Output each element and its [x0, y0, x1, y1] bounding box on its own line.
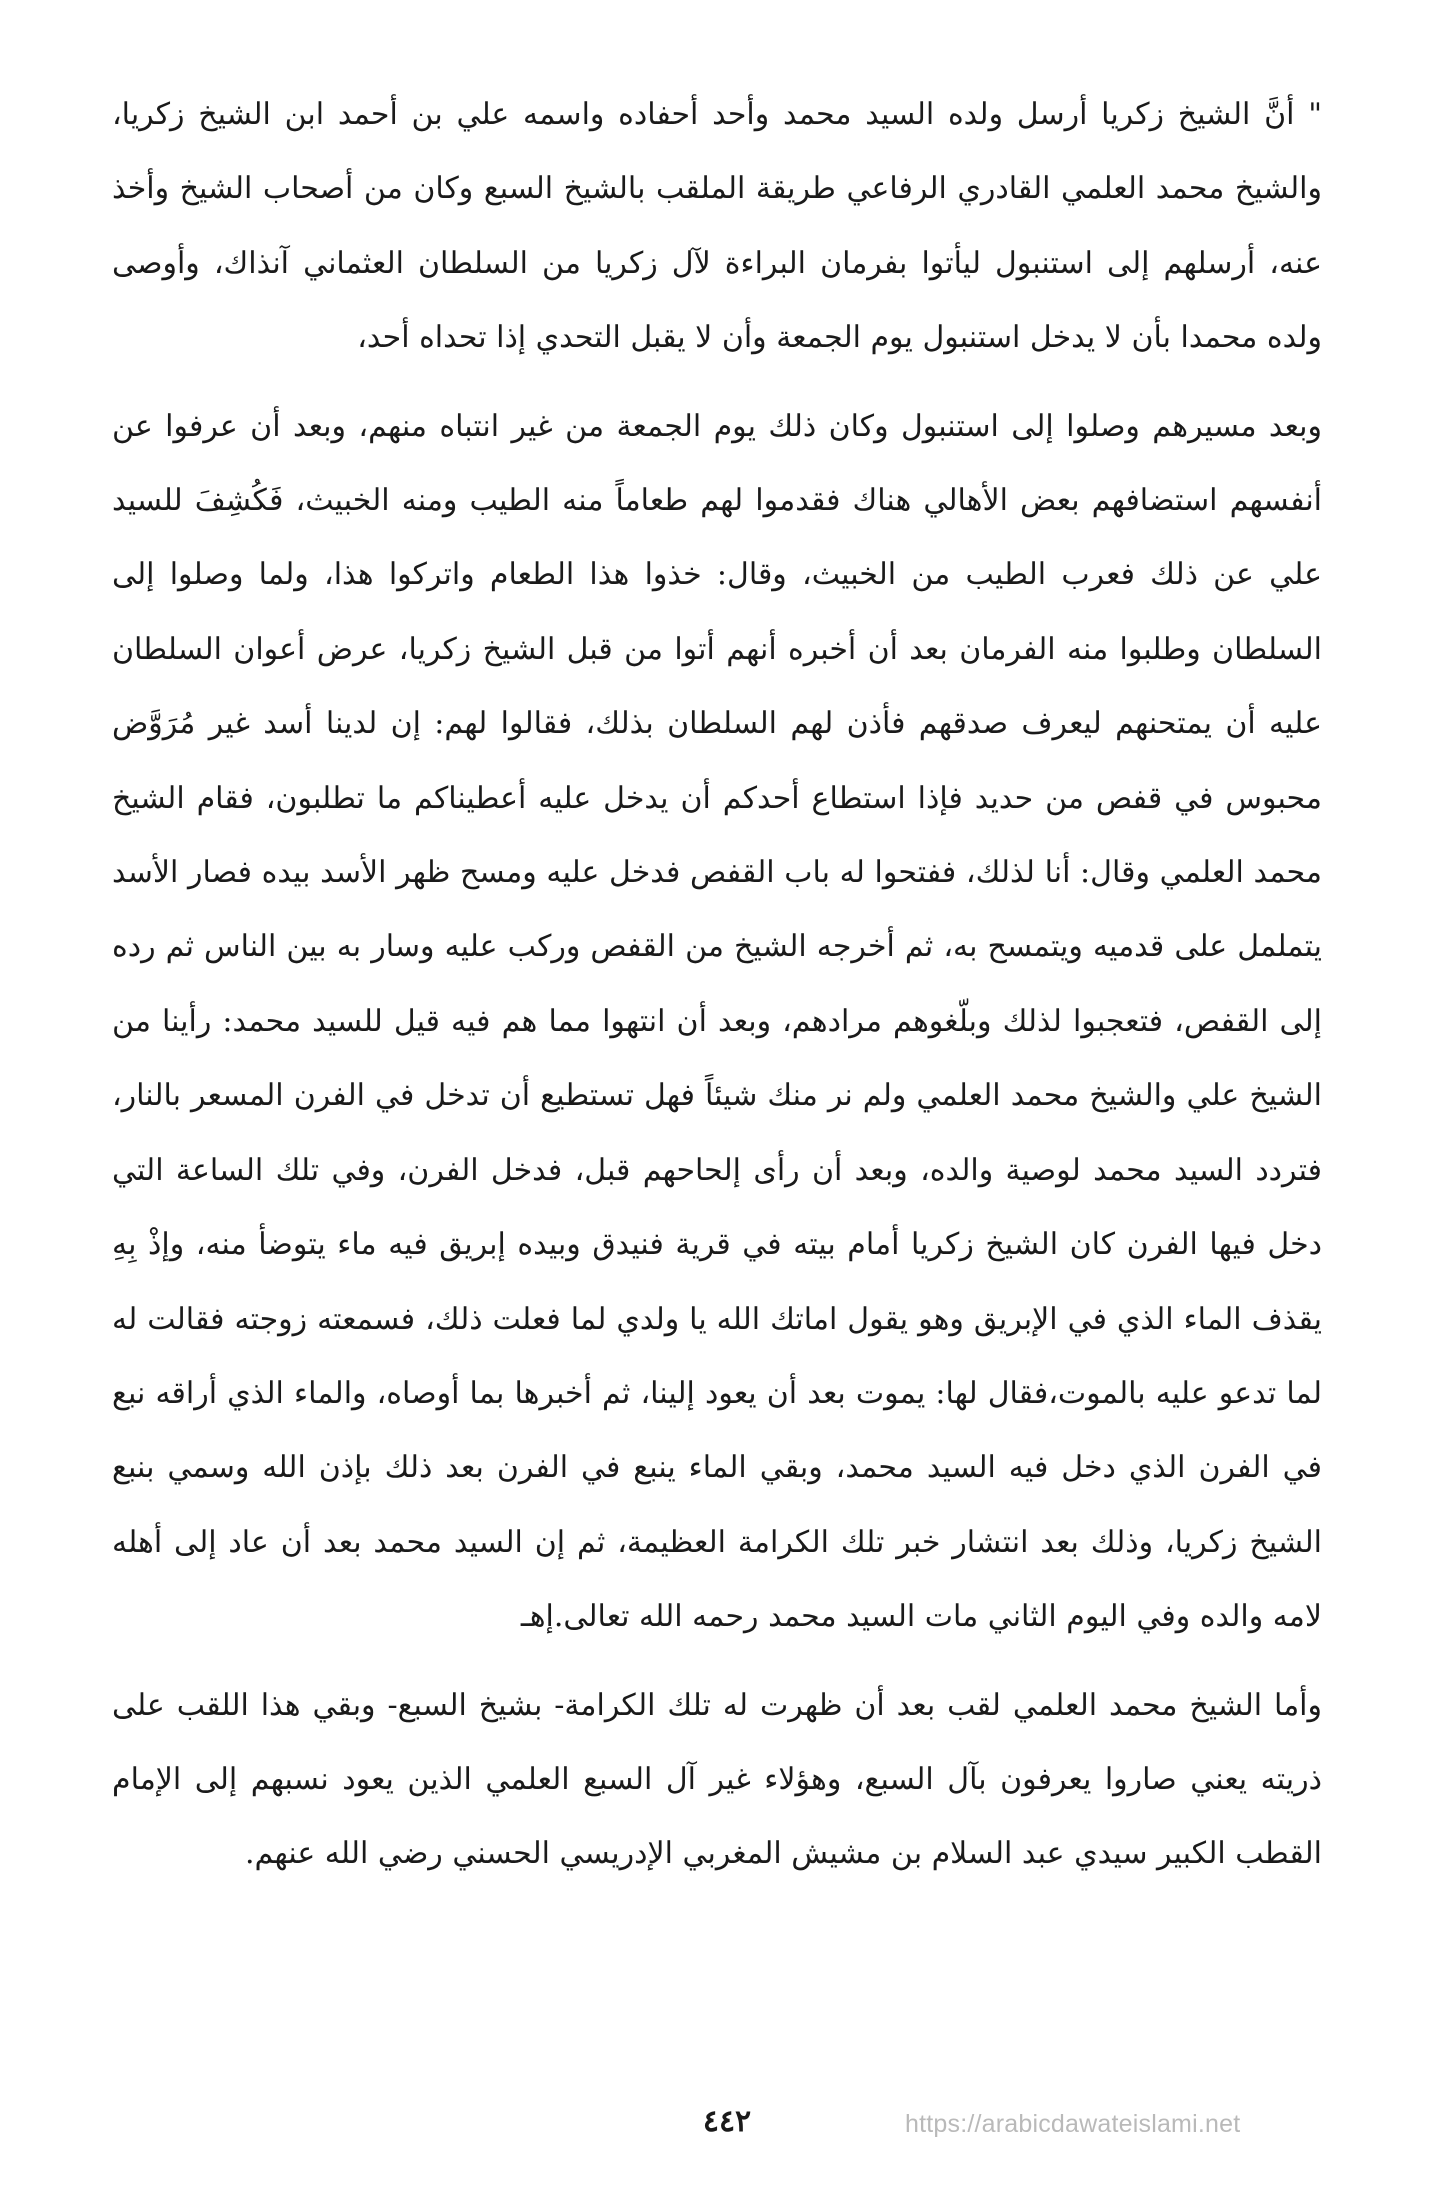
- paragraph-1: " أنَّ الشيخ زكريا أرسل ولده السيد محمد وأحد أحفاده واسمه علي بن أحمد ابن الشيخ زكريا، والشيخ محمد العلمي القادري الرفاعي طريقة الملقب بالشيخ السبع وكان من أصحاب الشيخ وأخذ عنه، أرسلهم إلى استنبول ليأتوا بفرمان البراءة لآل زكريا من السلطان العثماني آنذاك، وأوصى ولده محمدا بأن لا يدخل استنبول يوم الجمعة وأن لا يقبل التحدي إذا تحداه أحد،: [112, 97, 1322, 356]
- paragraph-2: وبعد مسيرهم وصلوا إلى استنبول وكان ذلك يوم الجمعة من غير انتباه منهم، وبعد أن عرفوا عن أنفسهم استضافهم بعض الأهالي هناك فقدموا لهم طعاماً منه الطيب ومنه الخبيث، فَكُشِفَ للسيد علي عن ذلك فعرب الطيب من الخبيث، وقال: خذوا هذا الطعام واتركوا هذا، ولما وصلوا إلى السلطان وطلبوا منه الفرمان بعد أن أخبره أنهم أتوا من قبل الشيخ زكريا، عرض أعوان السلطان عليه أن يمتحنهم ليعرف صدقهم فأذن لهم السلطان بذلك، فقالوا لهم: إن لدينا أسد غير مُرَوَّض محبوس في قفص من حديد فإذا استطاع أحدكم أن يدخل عليه أعطيناكم ما تطلبون، فقام الشيخ محمد العلمي وقال: أنا لذلك، ففتحوا له باب القفص فدخل عليه ومسح ظهر الأسد بيده فصار الأسد يتململ على قدميه ويتمسح به، ثم أخرجه الشيخ من القفص وركب عليه وسار به بين الناس ثم رده إلى القفص، فتعجبوا لذلك وبلّغوهم مرادهم، وبعد أن انتهوا مما هم فيه قيل للسيد محمد: رأينا من الشيخ علي والشيخ محمد العلمي ولم نر منك شيئاً فهل تستطيع أن تدخل في الفرن المسعر بالنار، فتردد السيد محمد لوصية والده، وبعد أن رأى إلحاحهم قبل، فدخل الفرن، وفي تلك الساعة التي دخل فيها الفرن كان الشيخ زكريا أمام بيته في قرية فنيدق وبيده إبريق فيه ماء يتوضأ منه، وإذْ بِهِ يقذف الماء الذي في الإبريق وهو يقول اماتك الله يا ولدي لما فعلت ذلك، فسمعته زوجته فقالت له لما تدعو عليه بالموت،فقال لها: يموت بعد أن يعود إلينا، ثم أخبرها بما أوصاه، والماء الذي أراقه نبع في الفرن الذي دخل فيه السيد محمد، وبقي الماء ينبع في الفرن بعد ذلك بإذن الله وسمي بنبع الشيخ زكريا، وذلك بعد انتشار خبر تلك الكرامة العظيمة، ثم إن السيد محمد بعد أن عاد إلى أهله لامه والده وفي اليوم الثاني مات السيد محمد رحمه الله تعالى.إهـ: [112, 408, 1323, 1635]
- page-number: ٤٤٢: [702, 2104, 752, 2139]
- watermark-url: https://arabicdawateislami.net: [905, 2110, 1241, 2138]
- paragraph-3: وأما الشيخ محمد العلمي لقب بعد أن ظهرت له تلك الكرامة- بشيخ السبع- وبقي هذا اللقب على ذريته يعني صاروا يعرفون بآل السبع، وهؤلاء غير آل السبع العلمي الذين يعود نسبهم إلى الإمام القطب الكبير سيدي عبد السلام بن مشيش المغربي الإدريسي الحسني رضي الله عنهم.: [112, 1687, 1322, 1872]
- body-text: [112, 78, 1322, 1892]
